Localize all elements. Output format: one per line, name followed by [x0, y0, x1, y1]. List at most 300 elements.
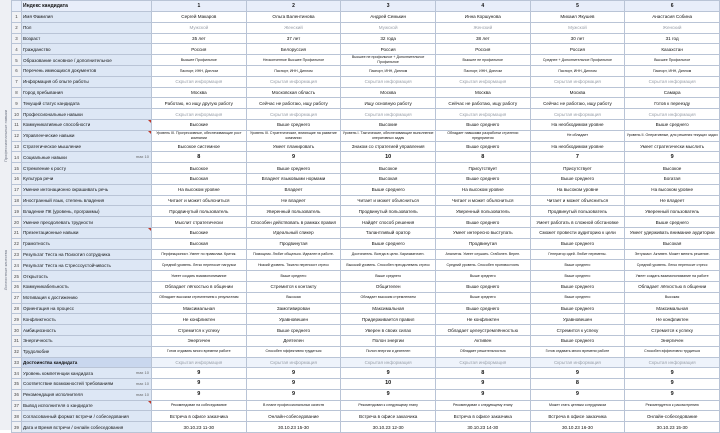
cell-candidate-3[interactable]: Скрытая информация: [341, 109, 436, 120]
cell-candidate-2[interactable]: Высокая: [246, 292, 341, 303]
cell-candidate-6[interactable]: Умеет удерживать внимание аудитории: [625, 227, 720, 238]
cell-candidate-6[interactable]: Стремится к успеху: [625, 325, 720, 336]
row-label-cell[interactable]: [22, 303, 152, 314]
cell-candidate-2[interactable]: Продвинутая: [246, 238, 341, 249]
cell-candidate-1[interactable]: Москва: [152, 87, 247, 98]
cell-candidate-6[interactable]: Анастасия Собина: [625, 12, 720, 23]
cell-candidate-1[interactable]: Максимальная: [152, 303, 247, 314]
cell-candidate-1[interactable]: Уровень III. Прогрессивные, обеспечивающие рост компании: [152, 130, 247, 141]
cell-candidate-2[interactable]: Помощник. Любит общаться. Идеален в работе.: [246, 249, 341, 260]
cell-candidate-3[interactable]: 30.10.23 12-30: [341, 422, 436, 433]
cell-candidate-3[interactable]: Высокий уровень. Способен преодолевать стресс: [341, 260, 436, 271]
cell-candidate-1[interactable]: Сергей Макаров: [152, 12, 247, 23]
cell-candidate-6[interactable]: Самара: [625, 87, 720, 98]
candidate-index-3[interactable]: 3: [341, 1, 436, 12]
cell-candidate-4[interactable]: Продвинутая: [435, 238, 530, 249]
cell-candidate-3[interactable]: Уверен в своих силах: [341, 325, 436, 336]
cell-candidate-4[interactable]: Обладает навыками разработки стратегии предприятия: [435, 130, 530, 141]
row-number[interactable]: 1: [12, 12, 22, 23]
cell-candidate-6[interactable]: Паспорт, ИНН, Диплом: [625, 65, 720, 76]
cell-candidate-6[interactable]: Умеет стратегически мыслить: [625, 141, 720, 152]
row-number[interactable]: 4: [12, 44, 22, 55]
cell-candidate-2[interactable]: Выше среднего: [246, 119, 341, 130]
cell-candidate-3[interactable]: Андрей Семькин: [341, 12, 436, 23]
row-number[interactable]: 25: [12, 271, 22, 282]
cell-candidate-5[interactable]: Выше среднего: [530, 238, 625, 249]
cell-candidate-2[interactable]: Низкий уровень. Тяжело переносит стресс: [246, 260, 341, 271]
cell-candidate-6[interactable]: Максимальная: [625, 303, 720, 314]
row-number[interactable]: 33: [12, 357, 22, 368]
row-label-cell[interactable]: [22, 65, 152, 76]
cell-candidate-4[interactable]: 30.10.23 14-30: [435, 422, 530, 433]
candidate-index-1[interactable]: 1: [152, 1, 247, 12]
row-label-cell[interactable]: [22, 379, 152, 390]
cell-candidate-3[interactable]: Найдёт способ решения: [341, 217, 436, 228]
cell-candidate-5[interactable]: Сейчас не работаю, ищу работу: [530, 98, 625, 109]
cell-candidate-2[interactable]: 9: [246, 379, 341, 390]
row-number[interactable]: 31: [12, 335, 22, 346]
row-number[interactable]: 32: [12, 346, 22, 357]
cell-candidate-2[interactable]: Владеет языковыми нормами: [246, 173, 341, 184]
cell-candidate-3[interactable]: 10: [341, 152, 436, 163]
cell-candidate-4[interactable]: Скрытая информация: [435, 357, 530, 368]
cell-candidate-6[interactable]: Не владеет: [625, 195, 720, 206]
cell-candidate-4[interactable]: Выше среднего: [435, 303, 530, 314]
cell-candidate-4[interactable]: 8: [435, 152, 530, 163]
cell-candidate-6[interactable]: Высокая: [625, 238, 720, 249]
row-number[interactable]: 2: [12, 22, 22, 33]
row-label-cell[interactable]: [22, 119, 152, 130]
row-label-cell[interactable]: [22, 152, 152, 163]
cell-candidate-1[interactable]: Мужской: [152, 22, 247, 33]
row-label-cell[interactable]: [22, 357, 152, 368]
cell-candidate-2[interactable]: Не владеет: [246, 195, 341, 206]
row-number[interactable]: 37: [12, 400, 22, 411]
cell-candidate-2[interactable]: Замотивирован: [246, 303, 341, 314]
comment-indicator-icon[interactable]: [148, 401, 151, 404]
cell-candidate-6[interactable]: Высокая: [625, 292, 720, 303]
cell-candidate-4[interactable]: Выше среднего: [435, 281, 530, 292]
cell-candidate-4[interactable]: Присутствует: [435, 163, 530, 174]
cell-candidate-4[interactable]: Обладает целеустремлённостью: [435, 325, 530, 336]
row-label-cell[interactable]: [22, 292, 152, 303]
cell-candidate-3[interactable]: Россия: [341, 44, 436, 55]
cell-candidate-4[interactable]: Женский: [435, 22, 530, 33]
cell-candidate-1[interactable]: Высокие: [152, 227, 247, 238]
cell-candidate-5[interactable]: На необходимом уровне: [530, 119, 625, 130]
cell-candidate-5[interactable]: Уравновешен: [530, 314, 625, 325]
cell-candidate-5[interactable]: Мужской: [530, 22, 625, 33]
row-label-cell[interactable]: [22, 141, 152, 152]
row-label-cell[interactable]: [22, 206, 152, 217]
row-number[interactable]: 34: [12, 368, 22, 379]
cell-candidate-5[interactable]: 30.10.23 16-30: [530, 422, 625, 433]
cell-candidate-3[interactable]: Высшее не профильное + Дополнительное Профильное: [341, 55, 436, 66]
cell-candidate-4[interactable]: 9: [435, 379, 530, 390]
cell-candidate-4[interactable]: 38 лет: [435, 33, 530, 44]
row-label-cell[interactable]: [22, 163, 152, 174]
cell-candidate-6[interactable]: Средний уровень. Легко переносит стресс: [625, 260, 720, 271]
row-label-cell[interactable]: [22, 130, 152, 141]
cell-candidate-6[interactable]: 30.10.23 15-30: [625, 422, 720, 433]
cell-candidate-1[interactable]: 8: [152, 152, 247, 163]
cell-candidate-4[interactable]: На высоком уровне: [435, 184, 530, 195]
cell-candidate-2[interactable]: Сейчас не работаю, ищу работу: [246, 98, 341, 109]
cell-candidate-3[interactable]: Высокие: [341, 119, 436, 130]
candidate-index-4[interactable]: 4: [435, 1, 530, 12]
row-label-cell[interactable]: [22, 281, 152, 292]
cell-candidate-1[interactable]: 9: [152, 389, 247, 400]
cell-candidate-3[interactable]: 9: [341, 389, 436, 400]
row-number[interactable]: 19: [12, 206, 22, 217]
cell-candidate-5[interactable]: Выше среднего: [530, 271, 625, 282]
row-label-cell[interactable]: [22, 184, 152, 195]
cell-candidate-2[interactable]: Скрытая информация: [246, 357, 341, 368]
row-label-cell[interactable]: [22, 249, 152, 260]
cell-candidate-5[interactable]: Выше среднего: [530, 281, 625, 292]
cell-candidate-3[interactable]: Достигатель. Всегда в цели. Харизматичен.: [341, 249, 436, 260]
cell-candidate-6[interactable]: 9: [625, 379, 720, 390]
cell-candidate-4[interactable]: Москва: [435, 87, 530, 98]
cell-candidate-1[interactable]: Читает и может объясниться: [152, 195, 247, 206]
comment-indicator-icon[interactable]: [148, 120, 151, 123]
cell-candidate-1[interactable]: Высокое: [152, 163, 247, 174]
cell-candidate-3[interactable]: Встреча в офисе заказчика: [341, 411, 436, 422]
cell-candidate-1[interactable]: Умеет создать взаимопонимание: [152, 271, 247, 282]
row-label-cell[interactable]: [22, 314, 152, 325]
cell-candidate-6[interactable]: Рекомендуется к рассмотрению: [625, 400, 720, 411]
cell-candidate-1[interactable]: Паспорт, ИНН, Диплом: [152, 65, 247, 76]
cell-candidate-3[interactable]: Скрытая информация: [341, 357, 436, 368]
header-label-cell[interactable]: Индекс кандидата: [22, 1, 152, 12]
row-number[interactable]: 28: [12, 303, 22, 314]
row-number[interactable]: 24: [12, 260, 22, 271]
cell-candidate-4[interactable]: Скрытая информация: [435, 109, 530, 120]
cell-candidate-5[interactable]: Встреча в офисе заказчика: [530, 411, 625, 422]
row-label-cell[interactable]: [22, 22, 152, 33]
cell-candidate-5[interactable]: Выше среднего: [530, 260, 625, 271]
cell-candidate-4[interactable]: Активен: [435, 335, 530, 346]
row-label-cell[interactable]: [22, 217, 152, 228]
row-label-cell[interactable]: [22, 346, 152, 357]
row-label-cell[interactable]: [22, 55, 152, 66]
candidate-index-2[interactable]: 2: [246, 1, 341, 12]
row-number[interactable]: 11: [12, 119, 22, 130]
cell-candidate-1[interactable]: 35 лет: [152, 33, 247, 44]
cell-candidate-2[interactable]: Выше среднего: [246, 271, 341, 282]
cell-candidate-2[interactable]: Владеет: [246, 184, 341, 195]
cell-candidate-1[interactable]: Высокие: [152, 119, 247, 130]
cell-candidate-4[interactable]: Встреча в офисе заказчика: [435, 411, 530, 422]
candidate-index-5[interactable]: 5: [530, 1, 625, 12]
cell-candidate-4[interactable]: 9: [435, 389, 530, 400]
cell-candidate-4[interactable]: Выше среднего: [435, 217, 530, 228]
cell-candidate-1[interactable]: Скрытая информация: [152, 357, 247, 368]
cell-candidate-4[interactable]: Высшее не профильное: [435, 55, 530, 66]
row-number[interactable]: 9: [12, 98, 22, 109]
row-number[interactable]: 30: [12, 325, 22, 336]
row-label-cell[interactable]: [22, 109, 152, 120]
cell-candidate-6[interactable]: Выше среднего: [625, 119, 720, 130]
cell-candidate-5[interactable]: Продвинутый пользователь: [530, 206, 625, 217]
cell-candidate-5[interactable]: 7: [530, 152, 625, 163]
row-number[interactable]: 15: [12, 163, 22, 174]
cell-candidate-6[interactable]: Уверенный пользователь: [625, 206, 720, 217]
cell-candidate-3[interactable]: Продвинутый пользователь: [341, 206, 436, 217]
cell-candidate-3[interactable]: 9: [341, 368, 436, 379]
cell-candidate-4[interactable]: Умеет интересно выступать: [435, 227, 530, 238]
cell-candidate-5[interactable]: На высоком уровне: [530, 184, 625, 195]
row-number[interactable]: 38: [12, 411, 22, 422]
cell-candidate-4[interactable]: Сейчас не работаю, ищу работу: [435, 98, 530, 109]
row-number[interactable]: 27: [12, 292, 22, 303]
cell-candidate-5[interactable]: Может стать ценным сотрудником: [530, 400, 625, 411]
cell-candidate-6[interactable]: Богатая: [625, 173, 720, 184]
cell-candidate-2[interactable]: 30.10.23 15-30: [246, 422, 341, 433]
cell-candidate-1[interactable]: Высокая: [152, 173, 247, 184]
cell-candidate-6[interactable]: Энтузиаст. Активен. Может менять решение.: [625, 249, 720, 260]
row-label-cell[interactable]: [22, 400, 152, 411]
row-label-cell[interactable]: [22, 33, 152, 44]
cell-candidate-1[interactable]: Энергичен: [152, 335, 247, 346]
cell-candidate-4[interactable]: Выше среднего: [435, 141, 530, 152]
cell-candidate-3[interactable]: 10: [341, 379, 436, 390]
cell-candidate-1[interactable]: Продвинутый пользователь: [152, 206, 247, 217]
cell-candidate-1[interactable]: 9: [152, 368, 247, 379]
cell-candidate-5[interactable]: Выше среднего: [530, 292, 625, 303]
cell-candidate-2[interactable]: Неоконченное Высшее Профильное: [246, 55, 341, 66]
cell-candidate-3[interactable]: Выше среднего: [341, 184, 436, 195]
cell-candidate-3[interactable]: Полон энергии и деятелен: [341, 346, 436, 357]
cell-candidate-5[interactable]: Москва: [530, 87, 625, 98]
row-number[interactable]: 5: [12, 55, 22, 66]
cell-candidate-1[interactable]: Готов отдавать много времени работе: [152, 346, 247, 357]
cell-candidate-4[interactable]: Не конфликтен: [435, 314, 530, 325]
cell-candidate-4[interactable]: Средний уровень. Способен противостоять: [435, 260, 530, 271]
cell-candidate-3[interactable]: Общителен: [341, 281, 436, 292]
row-label-cell[interactable]: [22, 87, 152, 98]
cell-candidate-1[interactable]: 30.10.23 11-30: [152, 422, 247, 433]
cell-candidate-3[interactable]: Высокое: [341, 163, 436, 174]
cell-candidate-1[interactable]: Обладает высоким стремлением к результатам: [152, 292, 247, 303]
row-label-cell[interactable]: [22, 335, 152, 346]
cell-candidate-3[interactable]: Скрытая информация: [341, 76, 436, 87]
cell-candidate-2[interactable]: Московская область: [246, 87, 341, 98]
row-number[interactable]: 22: [12, 238, 22, 249]
cell-candidate-6[interactable]: Энергичен: [625, 335, 720, 346]
cell-candidate-5[interactable]: Присутствует: [530, 163, 625, 174]
cell-candidate-4[interactable]: Выше среднего: [435, 173, 530, 184]
row-number[interactable]: 7: [12, 76, 22, 87]
comment-indicator-icon[interactable]: [148, 228, 151, 231]
cell-candidate-4[interactable]: Выше среднего: [435, 292, 530, 303]
cell-candidate-4[interactable]: Аналитик. Умеет слушать. Стабилен. Верен.: [435, 249, 530, 260]
cell-candidate-5[interactable]: Скрытая информация: [530, 357, 625, 368]
row-label-cell[interactable]: [22, 227, 152, 238]
cell-candidate-2[interactable]: Стремится к контакту: [246, 281, 341, 292]
cell-candidate-2[interactable]: Скрытая информация: [246, 109, 341, 120]
cell-candidate-2[interactable]: Выше среднего: [246, 163, 341, 174]
cell-candidate-1[interactable]: Скрытая информация: [152, 109, 247, 120]
cell-candidate-2[interactable]: Паспорт, ИНН, Диплом: [246, 65, 341, 76]
cell-candidate-5[interactable]: Читает и может объясниться: [530, 195, 625, 206]
cell-candidate-3[interactable]: Выше среднего: [341, 271, 436, 282]
cell-candidate-6[interactable]: Высокое: [625, 163, 720, 174]
cell-candidate-4[interactable]: Паспорт, ИНН, Диплом: [435, 65, 530, 76]
cell-candidate-5[interactable]: Среднее + Дополнительное Профильное: [530, 55, 625, 66]
cell-candidate-3[interactable]: Уровень I. Тактические, обеспечивающие выполнение оперативных задач: [342, 131, 434, 140]
cell-candidate-4[interactable]: Выше среднего: [435, 271, 530, 282]
cell-candidate-6[interactable]: Скрытая информация: [625, 109, 720, 120]
cell-candidate-4[interactable]: Выше среднего: [435, 119, 530, 130]
cell-candidate-1[interactable]: Россия: [152, 44, 247, 55]
cell-candidate-4[interactable]: Уверенный пользователь: [435, 206, 530, 217]
cell-candidate-4[interactable]: 8: [435, 368, 530, 379]
cell-candidate-2[interactable]: Уровень III. Стратегические, влияющие на развитие компании: [246, 130, 341, 141]
cell-candidate-1[interactable]: Встреча в офисе заказчика: [152, 411, 247, 422]
row-label-cell[interactable]: [22, 411, 152, 422]
cell-candidate-6[interactable]: Способен эффективно трудиться: [625, 346, 720, 357]
cell-candidate-2[interactable]: Скрытая информация: [246, 76, 341, 87]
cell-candidate-4[interactable]: Обладает решительностью: [435, 346, 530, 357]
cell-candidate-2[interactable]: Уверенный пользователь: [246, 206, 341, 217]
cell-candidate-2[interactable]: Умеет планировать: [246, 141, 341, 152]
cell-candidate-3[interactable]: Обладает высоким стремлением: [341, 292, 436, 303]
comment-indicator-icon[interactable]: [148, 131, 151, 134]
row-label-cell[interactable]: [22, 44, 152, 55]
cell-candidate-2[interactable]: Женский: [246, 22, 341, 33]
cell-candidate-1[interactable]: Обладает лёгкостью в общении: [152, 281, 247, 292]
cell-candidate-3[interactable]: Мужской: [341, 22, 436, 33]
cell-candidate-4[interactable]: Россия: [435, 44, 530, 55]
cell-candidate-2[interactable]: В плане профессиональных качеств: [246, 400, 341, 411]
cell-candidate-2[interactable]: Способен действовать в рамках правил: [246, 217, 341, 228]
row-label-cell[interactable]: [22, 389, 152, 400]
row-number[interactable]: 17: [12, 184, 22, 195]
cell-candidate-5[interactable]: 8: [530, 379, 625, 390]
cell-candidate-1[interactable]: Скрытая информация: [152, 76, 247, 87]
cell-candidate-1[interactable]: Перфекционист. Умеет по правилам. Критик.: [152, 249, 247, 260]
cell-candidate-6[interactable]: 9: [625, 368, 720, 379]
row-number[interactable]: 29: [12, 314, 22, 325]
cell-candidate-2[interactable]: Онлайн-собеседование: [246, 411, 341, 422]
cell-candidate-3[interactable]: Знаком со стратегией управления: [341, 141, 436, 152]
row-label-cell[interactable]: [22, 422, 152, 433]
cell-candidate-3[interactable]: Выше среднего: [341, 238, 436, 249]
cell-candidate-1[interactable]: Высшее Профильное: [152, 55, 247, 66]
cell-candidate-5[interactable]: Россия: [530, 44, 625, 55]
row-label-cell[interactable]: [22, 271, 152, 282]
cell-candidate-5[interactable]: Генератор идей. Любит перемены.: [530, 249, 625, 260]
row-label-cell[interactable]: [22, 325, 152, 336]
cell-candidate-5[interactable]: Выше среднего: [530, 173, 625, 184]
row-number[interactable]: 36: [12, 389, 22, 400]
cell-candidate-5[interactable]: Не обладает: [530, 130, 625, 141]
cell-candidate-5[interactable]: Умеет работать в сложной обстановке: [530, 217, 625, 228]
row-number[interactable]: 20: [12, 217, 22, 228]
cell-candidate-2[interactable]: Белоруссия: [246, 44, 341, 55]
row-label-cell[interactable]: [22, 173, 152, 184]
cell-candidate-5[interactable]: Паспорт, ИНН, Диплом: [530, 65, 625, 76]
cell-candidate-5[interactable]: Готов отдавать много времени работе: [530, 346, 625, 357]
cell-candidate-6[interactable]: Высшее Профильное: [625, 55, 720, 66]
cell-candidate-3[interactable]: Талантливый оратор: [341, 227, 436, 238]
cell-candidate-6[interactable]: На высоком уровне: [625, 184, 720, 195]
row-number[interactable]: 21: [12, 227, 22, 238]
cell-candidate-4[interactable]: Скрытая информация: [435, 76, 530, 87]
cell-candidate-3[interactable]: Полон энергии: [341, 335, 436, 346]
cell-candidate-6[interactable]: Скрытая информация: [625, 357, 720, 368]
row-label-cell[interactable]: [22, 12, 152, 23]
cell-candidate-1[interactable]: На высоком уровне: [152, 184, 247, 195]
cell-candidate-3[interactable]: Москва: [341, 87, 436, 98]
row-number[interactable]: 12: [12, 130, 22, 141]
cell-candidate-4[interactable]: Рекомендован к следующему этапу: [435, 400, 530, 411]
cell-candidate-3[interactable]: Паспорт, ИНН, Диплом: [341, 65, 436, 76]
cell-candidate-1[interactable]: Не конфликтен: [152, 314, 247, 325]
cell-candidate-1[interactable]: Стремится к успеху: [152, 325, 247, 336]
cell-candidate-5[interactable]: Скрытая информация: [530, 76, 625, 87]
cell-candidate-4[interactable]: Инна Коршунова: [435, 12, 530, 23]
cell-candidate-4[interactable]: Читает и может объясниться: [435, 195, 530, 206]
cell-candidate-1[interactable]: Рекомендован на собеседование: [152, 400, 247, 411]
row-number[interactable]: 39: [12, 422, 22, 433]
row-number[interactable]: 16: [12, 173, 22, 184]
cell-candidate-5[interactable]: 30 лет: [530, 33, 625, 44]
cell-candidate-5[interactable]: 9: [530, 389, 625, 400]
cell-candidate-6[interactable]: Казахстан: [625, 44, 720, 55]
row-number[interactable]: 23: [12, 249, 22, 260]
cell-candidate-2[interactable]: Деятелен: [246, 335, 341, 346]
cell-candidate-5[interactable]: Михаил Якушев: [530, 12, 625, 23]
cell-candidate-6[interactable]: Не конфликтен: [625, 314, 720, 325]
cell-candidate-2[interactable]: Идеальный спикер: [246, 227, 341, 238]
candidate-index-6[interactable]: 6: [625, 1, 720, 12]
cell-candidate-6[interactable]: Женский: [625, 22, 720, 33]
cell-candidate-5[interactable]: На необходимом уровне: [530, 141, 625, 152]
cell-candidate-6[interactable]: Обладает лёгкостью в общении: [625, 281, 720, 292]
cell-candidate-5[interactable]: 9: [530, 368, 625, 379]
cell-candidate-2[interactable]: 9: [246, 152, 341, 163]
cell-candidate-1[interactable]: Средний уровень. Легко переносит нагрузки: [152, 260, 247, 271]
row-number[interactable]: 8: [12, 87, 22, 98]
row-number[interactable]: 18: [12, 195, 22, 206]
cell-candidate-3[interactable]: Читает и может объясниться: [341, 195, 436, 206]
cell-candidate-6[interactable]: Уровень II. Оперативные, для решения текущих задач: [625, 130, 720, 141]
row-number[interactable]: 35: [12, 379, 22, 390]
cell-candidate-5[interactable]: Стремится к успеху: [530, 325, 625, 336]
row-number[interactable]: 26: [12, 281, 22, 292]
cell-candidate-3[interactable]: Высокая: [341, 173, 436, 184]
row-label-cell[interactable]: [22, 195, 152, 206]
cell-candidate-3[interactable]: Максимальная: [341, 303, 436, 314]
row-label-cell[interactable]: [22, 260, 152, 271]
cell-candidate-6[interactable]: Онлайн-собеседование: [625, 411, 720, 422]
row-label-cell[interactable]: [22, 76, 152, 87]
cell-candidate-1[interactable]: Высокое системное: [152, 141, 247, 152]
row-number[interactable]: [12, 1, 22, 12]
cell-candidate-6[interactable]: 9: [625, 152, 720, 163]
cell-candidate-1[interactable]: Мыслит стратегически: [152, 217, 247, 228]
cell-candidate-3[interactable]: Ищу основную работу: [341, 98, 436, 109]
cell-candidate-6[interactable]: 9: [625, 389, 720, 400]
row-label-cell[interactable]: [22, 368, 152, 379]
row-number[interactable]: 6: [12, 65, 22, 76]
cell-candidate-6[interactable]: Готов к переезду: [625, 98, 720, 109]
cell-candidate-2[interactable]: 9: [246, 389, 341, 400]
cell-candidate-2[interactable]: Способен эффективно трудиться: [246, 346, 341, 357]
cell-candidate-6[interactable]: Умеет создать взаимопонимание на работе: [625, 271, 720, 282]
